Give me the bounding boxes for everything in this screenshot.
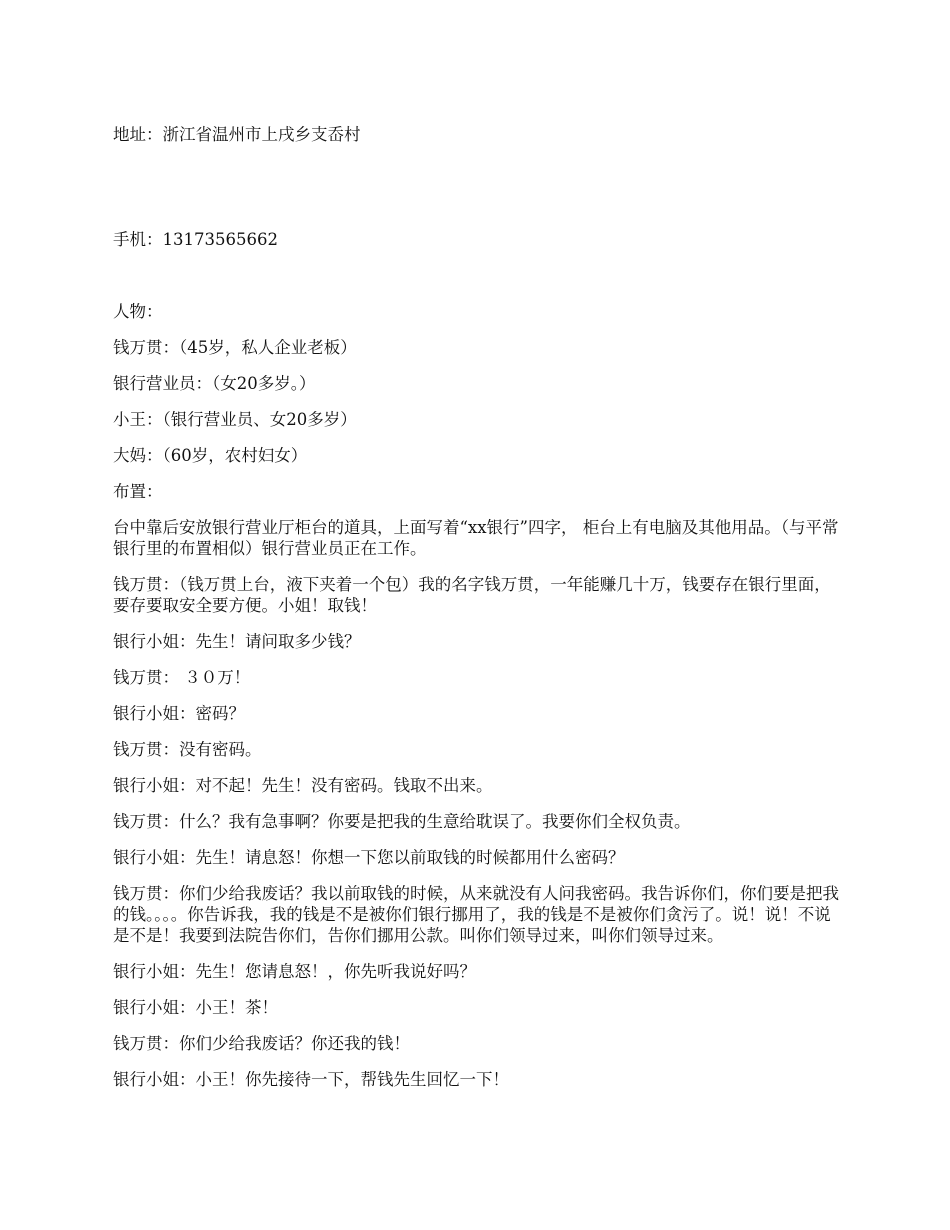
paragraph-character-dama: 大妈：（60岁，农村妇女） [113, 446, 308, 465]
dialogue-line: 银行小姐：先生！请息怒！你想一下您以前取钱的时候都用什么密码？ [113, 848, 625, 867]
paragraph-character-clerk: 银行营业员：（女20多岁。） [113, 374, 316, 393]
dialogue-line: 钱万贯：什么？我有急事啊？你要是把我的生意给耽误了。我要你们全权负责。 [113, 812, 691, 831]
dialogue-line: 银行小姐：小王！茶！ [113, 998, 278, 1017]
dialogue-line: 钱万贯： ３０万！ [113, 668, 251, 687]
dialogue-line: 银行小姐：先生！您请息怒！，你先听我说好吗？ [113, 962, 476, 981]
dialogue-line: 钱万贯：你们少给我废话？你还我的钱！ [113, 1034, 410, 1053]
address-line: 地址：浙江省温州市上戌乡支岙村 [113, 125, 361, 144]
dialogue-line: 钱万贯：没有密码。 [113, 740, 262, 759]
dialogue-line: 银行小姐：对不起！先生！没有密码。钱取不出来。 [113, 776, 493, 795]
paragraph-setting-description: 台中靠后安放银行营业厅柜台的道具，上面写着“xx银行”四字， 柜台上有电脑及其他用品。（与平常银行里的布置相似）银行营业员正在工作。 [113, 518, 839, 558]
dialogue-line: 钱万贯：（钱万贯上台，液下夹着一个包）我的名字钱万贯，一年能赚几十万，钱要存在银行里面，要存要取安全要方便。小姐！取钱！ [113, 575, 831, 615]
dialogue-line: 银行小姐：先生！请问取多少钱？ [113, 632, 361, 651]
document-body [113, 124, 841, 1105]
paragraph-setting-heading: 布置： [113, 482, 163, 501]
dialogue-line: 银行小姐：小王！你先接待一下，帮钱先生回忆一下！ [113, 1070, 509, 1089]
paragraph-character-xiaowang: 小王：（银行营业员、女20多岁） [113, 410, 357, 429]
paragraph-characters-heading: 人物： [113, 302, 163, 321]
dialogue-line: 银行小姐：密码？ [113, 704, 245, 723]
phone-line: 手机：13173565662 [113, 230, 278, 249]
dialogue-line: 钱万贯：你们少给我废话？我以前取钱的时候，从来就没有人问我密码。我告诉你们，你们要是把我的钱。。。。你告诉我，我的钱是不是被你们银行挪用了，我的钱是不是被你们贪污了。说！说！不说是不是！我要到法院告你们，告你们挪用公款。叫你们领导过来，叫你们领导过来。 [113, 884, 839, 945]
paragraph-character-qian: 钱万贯：（45岁，私人企业老板） [113, 338, 357, 357]
